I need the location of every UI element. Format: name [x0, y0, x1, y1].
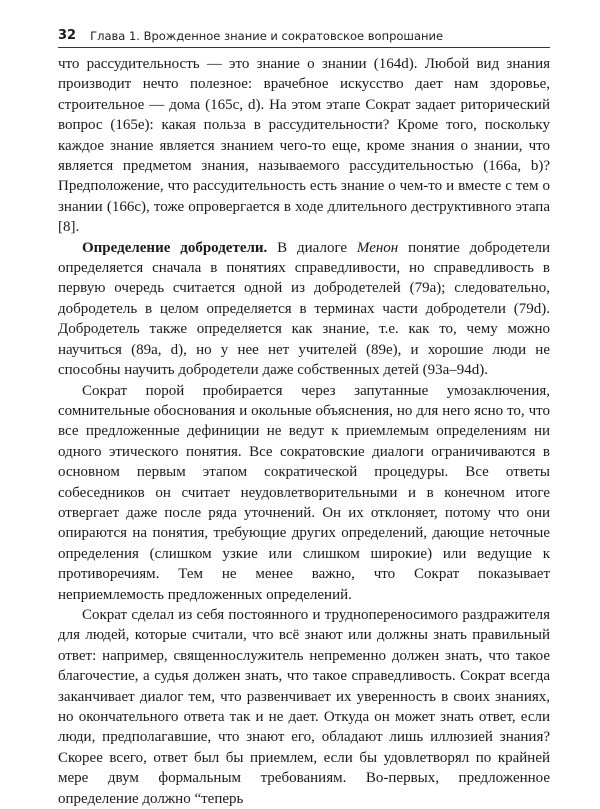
- paragraph-lead-heading: Определение добродетели.: [82, 239, 268, 256]
- paragraph: [58, 238, 550, 381]
- page-number: 32: [58, 28, 77, 43]
- text-run: понятие добродетели определяется сначала в понятиях справедливости, но справедливость в первую очередь считается одной из добродетелей (79а); следовательно, добродетель в целом определяется в терминах части добродетели (79d). Добродетель также определяется как знание, т.е. как то, чему можно научиться (89а, d), но у нее нет учителей (89е), и хорошие люди не способны научить добродетели даже собственных детей (93а–94d).: [58, 239, 550, 379]
- text-run: Сократ сделал из себя постоянного и труднопереносимого раздражителя для людей, которые считали, что всё знают или должны знать правильный ответ: например, священнослужитель непременно должен знать, что такое благочестие, а судья должен знать, что такое справедливость. Сократ всегда заканчивает диалог тем, что развенчивает их уверенность в своих знаниях, но окончательного ответа так и не дает. Откуда он может знать ответ, если люди, предполагавшие, что знают его, обладают лишь иллюзией знания? Скорее всего, ответ был бы приемлем, если бы удовлетворял по крайней мере двум формальным требованиям. Во-первых, предложенное определение должно “теперь: [58, 606, 550, 807]
- paragraph: [58, 605, 550, 809]
- text-run: Сократ порой пробирается через запутанные умозаключения, сомнительные обоснования и окольные объяснения, но для него ясно то, что все предложенные дефиниции не ведут к приемлемым определениям ни одного этического понятия. Все сократовские диалоги ограничиваются в основном первым этапом сократической процедуры. Все ответы собеседников он считает неудовлетворительными и в конечном итоге отвергает даже после ряда уточнений. Он их отклоняет, потому что они опираются на понятия, требующие других определений, дающие неточные определения (слишком узкие или слишком широкие) или ведущие к противоречиям. Тем не менее важно, что Сократ показывает неприемлемость предложенных определений.: [58, 382, 550, 603]
- italic-title: Менон: [356, 239, 399, 256]
- running-header: [58, 14, 550, 48]
- body-text: [58, 54, 550, 809]
- paragraph: [58, 54, 550, 238]
- running-title: Глава 1. Врожденное знание и сократовское вопрошание: [90, 29, 444, 43]
- book-page: [0, 14, 600, 807]
- paragraph: [58, 381, 550, 605]
- text-run: что рассудительность — это знание о знании (164d). Любой вид знания производит нечто полезное: врачебное искусство дает нам здоровье, строительное — дома (165с, d). На этом этапе Сократ задает риторический вопрос (165e): какая польза в рассудительности? Кроме того, поскольку каждое знание является знанием чего-то еще, кроме знания о знании, что является предметом знания, называемого рассудительностью (166а, b)? Предположение, что рассудительность есть знание о чем-то и вместе с тем о знании (166с), тоже опровергается в ходе длительного деструктивного этапа [8].: [58, 56, 550, 236]
- text-run: В диалоге: [267, 239, 357, 256]
